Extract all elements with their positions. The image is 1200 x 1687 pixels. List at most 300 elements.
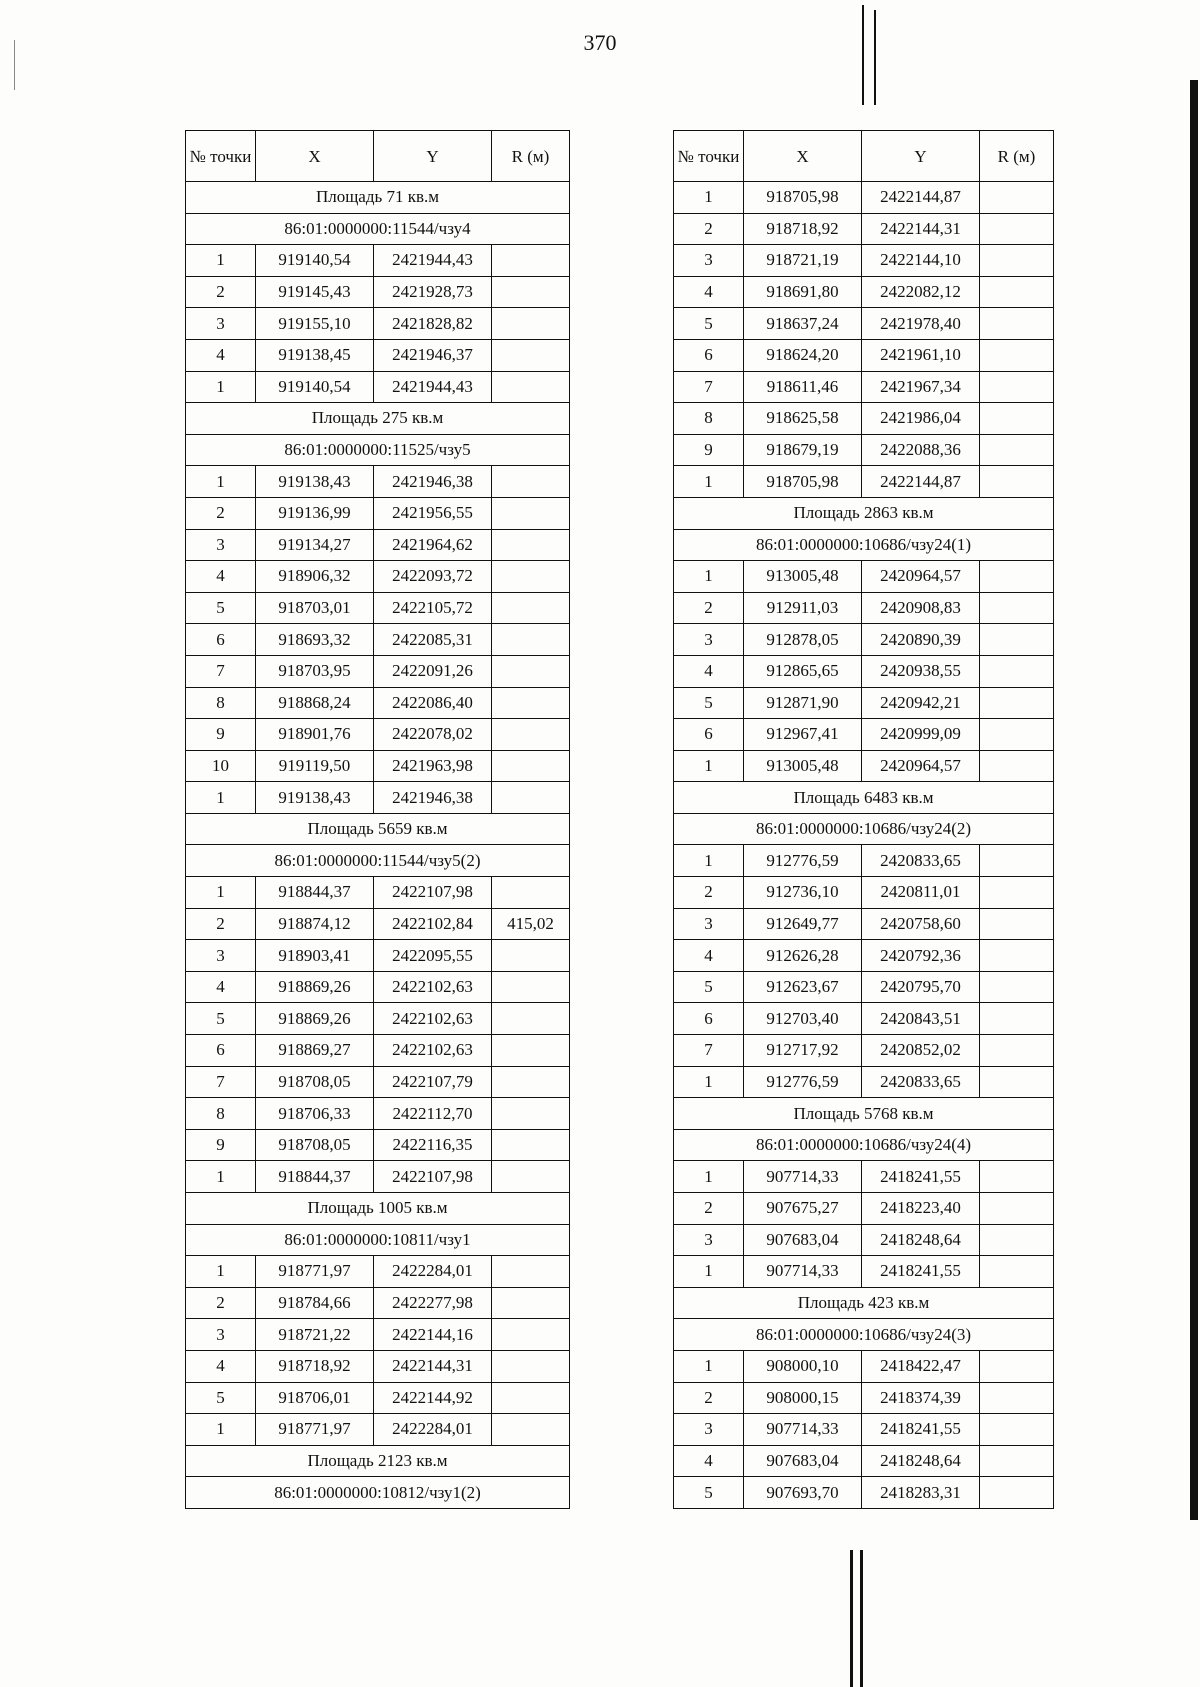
cell-x: 918693,32	[256, 624, 374, 656]
cell-y: 2418283,31	[862, 1477, 980, 1509]
cell-x: 912649,77	[744, 908, 862, 940]
cell-radius	[980, 371, 1054, 403]
cell-point-number: 6	[186, 624, 256, 656]
table-row	[674, 434, 1054, 466]
table-row	[674, 308, 1054, 340]
section-label: Площадь 275 кв.м	[186, 403, 570, 435]
cell-radius	[492, 655, 570, 687]
cell-radius	[980, 308, 1054, 340]
table-row	[674, 403, 1054, 435]
cell-radius	[492, 1035, 570, 1067]
cell-radius	[492, 877, 570, 909]
cell-x: 912776,59	[744, 1066, 862, 1098]
header-radius: R (м)	[980, 131, 1054, 182]
cell-y: 2420908,83	[862, 592, 980, 624]
section-row	[186, 845, 570, 877]
cell-point-number: 4	[674, 276, 744, 308]
section-label: 86:01:0000000:11525/чзу5	[186, 434, 570, 466]
cell-y: 2422107,98	[374, 1161, 492, 1193]
cell-point-number: 2	[186, 276, 256, 308]
cell-y: 2420852,02	[862, 1035, 980, 1067]
table-row	[186, 1382, 570, 1414]
section-row	[674, 813, 1054, 845]
cell-x: 919138,45	[256, 339, 374, 371]
cell-x: 918869,27	[256, 1035, 374, 1067]
cell-x: 918706,01	[256, 1382, 374, 1414]
cell-point-number: 4	[186, 1350, 256, 1382]
section-label: Площадь 71 кв.м	[186, 182, 570, 214]
table-row	[674, 1161, 1054, 1193]
cell-y: 2422093,72	[374, 561, 492, 593]
table-row	[674, 845, 1054, 877]
cell-point-number: 9	[674, 434, 744, 466]
section-row	[674, 1287, 1054, 1319]
cell-point-number: 4	[186, 971, 256, 1003]
cell-radius	[980, 719, 1054, 751]
cell-radius	[492, 592, 570, 624]
cell-x: 919140,54	[256, 371, 374, 403]
table-row	[186, 687, 570, 719]
header-point-number: № точки	[674, 131, 744, 182]
cell-point-number: 6	[674, 1003, 744, 1035]
table-row	[674, 245, 1054, 277]
scan-edge-line	[14, 40, 15, 90]
table-row	[186, 1414, 570, 1446]
cell-point-number: 4	[674, 940, 744, 972]
table-row	[674, 1477, 1054, 1509]
section-label: 86:01:0000000:10812/чзу1(2)	[186, 1477, 570, 1509]
coordinates-table-left	[185, 130, 570, 1509]
table-row	[186, 371, 570, 403]
cell-radius	[980, 1035, 1054, 1067]
table-row	[186, 655, 570, 687]
cell-radius	[492, 1256, 570, 1288]
cell-y: 2422085,31	[374, 624, 492, 656]
table-row	[186, 782, 570, 814]
cell-x: 918868,24	[256, 687, 374, 719]
cell-radius	[980, 877, 1054, 909]
cell-radius	[980, 1477, 1054, 1509]
cell-radius	[492, 1161, 570, 1193]
cell-radius	[980, 1193, 1054, 1225]
cell-x: 912776,59	[744, 845, 862, 877]
table-row	[186, 308, 570, 340]
cell-x: 918771,97	[256, 1414, 374, 1446]
cell-x: 918637,24	[744, 308, 862, 340]
section-row	[186, 1445, 570, 1477]
section-label: Площадь 5768 кв.м	[674, 1098, 1054, 1130]
table-row	[674, 624, 1054, 656]
table-row	[186, 1350, 570, 1382]
section-label: Площадь 423 кв.м	[674, 1287, 1054, 1319]
table-row	[674, 940, 1054, 972]
cell-point-number: 5	[674, 687, 744, 719]
cell-y: 2422102,63	[374, 971, 492, 1003]
table-row	[186, 245, 570, 277]
table-header-row	[186, 131, 570, 182]
cell-x: 918903,41	[256, 940, 374, 972]
section-row	[186, 1477, 570, 1509]
section-label: 86:01:0000000:11544/чзу4	[186, 213, 570, 245]
cell-point-number: 2	[186, 497, 256, 529]
table-row	[186, 940, 570, 972]
cell-y: 2422277,98	[374, 1287, 492, 1319]
table-row	[186, 1287, 570, 1319]
cell-x: 908000,15	[744, 1382, 862, 1414]
cell-x: 919155,10	[256, 308, 374, 340]
cell-y: 2421963,98	[374, 750, 492, 782]
cell-point-number: 9	[186, 1129, 256, 1161]
cell-point-number: 2	[674, 877, 744, 909]
table-row	[674, 750, 1054, 782]
table-row	[674, 877, 1054, 909]
cell-radius	[980, 466, 1054, 498]
cell-point-number: 3	[674, 624, 744, 656]
cell-point-number: 1	[674, 1066, 744, 1098]
cell-y: 2420999,09	[862, 719, 980, 751]
cell-y: 2422091,26	[374, 655, 492, 687]
section-label: 86:01:0000000:10686/чзу24(3)	[674, 1319, 1054, 1351]
cell-y: 2422284,01	[374, 1256, 492, 1288]
cell-y: 2422284,01	[374, 1414, 492, 1446]
cell-radius	[492, 940, 570, 972]
cell-x: 918705,98	[744, 466, 862, 498]
table-row	[674, 719, 1054, 751]
cell-x: 918718,92	[744, 213, 862, 245]
cell-radius	[980, 624, 1054, 656]
cell-radius	[492, 497, 570, 529]
section-row	[186, 1224, 570, 1256]
cell-point-number: 7	[186, 655, 256, 687]
section-row	[186, 1193, 570, 1225]
cell-radius	[980, 1382, 1054, 1414]
cell-point-number: 3	[186, 940, 256, 972]
cell-point-number: 6	[674, 339, 744, 371]
cell-y: 2421967,34	[862, 371, 980, 403]
cell-radius	[980, 1256, 1054, 1288]
cell-y: 2422107,98	[374, 877, 492, 909]
header-y: Y	[374, 131, 492, 182]
table-row	[674, 213, 1054, 245]
table-row	[674, 561, 1054, 593]
header-radius: R (м)	[492, 131, 570, 182]
section-row	[674, 1129, 1054, 1161]
section-row	[674, 529, 1054, 561]
cell-x: 918771,97	[256, 1256, 374, 1288]
table-row	[186, 877, 570, 909]
table-row	[186, 1066, 570, 1098]
cell-y: 2422144,31	[862, 213, 980, 245]
table-row	[186, 276, 570, 308]
cell-y: 2422105,72	[374, 592, 492, 624]
cell-radius	[492, 245, 570, 277]
table-row	[186, 1319, 570, 1351]
cell-x: 907675,27	[744, 1193, 862, 1225]
cell-y: 2420942,21	[862, 687, 980, 719]
section-label: Площадь 6483 кв.м	[674, 782, 1054, 814]
cell-x: 918708,05	[256, 1066, 374, 1098]
cell-y: 2421828,82	[374, 308, 492, 340]
cell-point-number: 1	[186, 1256, 256, 1288]
section-row	[186, 403, 570, 435]
section-label: 86:01:0000000:11544/чзу5(2)	[186, 845, 570, 877]
cell-radius	[980, 403, 1054, 435]
table-row	[186, 497, 570, 529]
cell-y: 2421961,10	[862, 339, 980, 371]
cell-x: 912871,90	[744, 687, 862, 719]
cell-x: 918624,20	[744, 339, 862, 371]
cell-radius	[492, 750, 570, 782]
cell-y: 2421944,43	[374, 371, 492, 403]
table-header-row	[674, 131, 1054, 182]
cell-radius	[492, 529, 570, 561]
cell-radius: 415,02	[492, 908, 570, 940]
cell-radius	[492, 1350, 570, 1382]
cell-point-number: 6	[674, 719, 744, 751]
section-label: Площадь 2123 кв.м	[186, 1445, 570, 1477]
cell-point-number: 1	[186, 371, 256, 403]
cell-x: 913005,48	[744, 561, 862, 593]
cell-y: 2422102,63	[374, 1035, 492, 1067]
cell-radius	[980, 908, 1054, 940]
section-label: 86:01:0000000:10686/чзу24(4)	[674, 1129, 1054, 1161]
scan-edge-line	[1190, 80, 1198, 1520]
cell-radius	[492, 1129, 570, 1161]
cell-radius	[980, 245, 1054, 277]
cell-point-number: 5	[186, 1382, 256, 1414]
cell-x: 912911,03	[744, 592, 862, 624]
section-row	[186, 434, 570, 466]
section-row	[674, 497, 1054, 529]
header-y: Y	[862, 131, 980, 182]
section-row	[186, 182, 570, 214]
section-label: Площадь 1005 кв.м	[186, 1193, 570, 1225]
cell-x: 918844,37	[256, 877, 374, 909]
cell-radius	[492, 624, 570, 656]
cell-point-number: 8	[186, 1098, 256, 1130]
cell-point-number: 1	[674, 750, 744, 782]
cell-radius	[980, 845, 1054, 877]
cell-radius	[492, 339, 570, 371]
cell-x: 918874,12	[256, 908, 374, 940]
cell-x: 918901,76	[256, 719, 374, 751]
cell-x: 919119,50	[256, 750, 374, 782]
cell-point-number: 1	[186, 1161, 256, 1193]
cell-point-number: 7	[186, 1066, 256, 1098]
cell-y: 2420833,65	[862, 1066, 980, 1098]
cell-x: 907683,04	[744, 1445, 862, 1477]
cell-x: 918844,37	[256, 1161, 374, 1193]
table-row	[674, 182, 1054, 214]
table-row	[674, 971, 1054, 1003]
table-row	[186, 750, 570, 782]
table-row	[186, 466, 570, 498]
cell-radius	[492, 782, 570, 814]
cell-y: 2418248,64	[862, 1445, 980, 1477]
cell-y: 2421944,43	[374, 245, 492, 277]
cell-point-number: 5	[186, 1003, 256, 1035]
cell-radius	[492, 276, 570, 308]
table-row	[674, 908, 1054, 940]
cell-point-number: 3	[674, 908, 744, 940]
cell-point-number: 2	[674, 1193, 744, 1225]
section-row	[186, 813, 570, 845]
cell-radius	[980, 434, 1054, 466]
cell-x: 912626,28	[744, 940, 862, 972]
table-row	[674, 1003, 1054, 1035]
cell-point-number: 1	[186, 1414, 256, 1446]
table-row	[674, 466, 1054, 498]
table-row	[186, 1003, 570, 1035]
cell-x: 918703,95	[256, 655, 374, 687]
coordinates-table-right	[673, 130, 1054, 1509]
cell-point-number: 5	[674, 308, 744, 340]
cell-radius	[980, 561, 1054, 593]
cell-y: 2418241,55	[862, 1414, 980, 1446]
cell-y: 2422078,02	[374, 719, 492, 751]
cell-point-number: 3	[674, 245, 744, 277]
cell-x: 912878,05	[744, 624, 862, 656]
cell-x: 919140,54	[256, 245, 374, 277]
cell-y: 2421986,04	[862, 403, 980, 435]
table-row	[674, 655, 1054, 687]
cell-x: 918721,22	[256, 1319, 374, 1351]
cell-x: 907714,33	[744, 1414, 862, 1446]
cell-x: 919145,43	[256, 276, 374, 308]
table-row	[674, 1445, 1054, 1477]
cell-x: 913005,48	[744, 750, 862, 782]
cell-point-number: 1	[674, 845, 744, 877]
table-row	[186, 1035, 570, 1067]
cell-x: 918869,26	[256, 971, 374, 1003]
table-row	[674, 1350, 1054, 1382]
cell-y: 2422116,35	[374, 1129, 492, 1161]
cell-y: 2422144,87	[862, 466, 980, 498]
cell-radius	[492, 971, 570, 1003]
cell-point-number: 1	[186, 877, 256, 909]
table-row	[674, 276, 1054, 308]
cell-x: 918705,98	[744, 182, 862, 214]
cell-point-number: 6	[186, 1035, 256, 1067]
cell-radius	[980, 1445, 1054, 1477]
cell-x: 919138,43	[256, 782, 374, 814]
cell-radius	[980, 1350, 1054, 1382]
cell-y: 2420792,36	[862, 940, 980, 972]
cell-point-number: 9	[186, 719, 256, 751]
cell-point-number: 2	[186, 908, 256, 940]
cell-x: 918708,05	[256, 1129, 374, 1161]
table-row	[674, 592, 1054, 624]
cell-radius	[980, 750, 1054, 782]
cell-y: 2418374,39	[862, 1382, 980, 1414]
table-row	[186, 908, 570, 940]
cell-radius	[492, 1098, 570, 1130]
cell-radius	[980, 940, 1054, 972]
cell-point-number: 1	[186, 466, 256, 498]
cell-y: 2418248,64	[862, 1224, 980, 1256]
cell-point-number: 5	[674, 971, 744, 1003]
table-row	[674, 1414, 1054, 1446]
cell-radius	[492, 1414, 570, 1446]
cell-point-number: 4	[674, 1445, 744, 1477]
cell-y: 2421946,38	[374, 466, 492, 498]
cell-y: 2420811,01	[862, 877, 980, 909]
cell-x: 912703,40	[744, 1003, 862, 1035]
cell-radius	[492, 371, 570, 403]
cell-radius	[492, 1066, 570, 1098]
cell-radius	[492, 1287, 570, 1319]
scan-edge-line	[862, 5, 864, 105]
cell-y: 2420833,65	[862, 845, 980, 877]
cell-point-number: 2	[674, 1382, 744, 1414]
cell-y: 2422102,63	[374, 1003, 492, 1035]
cell-y: 2420758,60	[862, 908, 980, 940]
cell-x: 912623,67	[744, 971, 862, 1003]
cell-radius	[980, 1224, 1054, 1256]
cell-x: 907714,33	[744, 1256, 862, 1288]
cell-x: 918703,01	[256, 592, 374, 624]
cell-y: 2422088,36	[862, 434, 980, 466]
table-row	[186, 529, 570, 561]
table-row	[674, 1035, 1054, 1067]
cell-point-number: 8	[186, 687, 256, 719]
cell-point-number: 8	[674, 403, 744, 435]
cell-x: 918906,32	[256, 561, 374, 593]
cell-radius	[492, 1382, 570, 1414]
table-row	[186, 1129, 570, 1161]
cell-x: 912967,41	[744, 719, 862, 751]
table-row	[674, 1256, 1054, 1288]
cell-point-number: 7	[674, 1035, 744, 1067]
cell-x: 918718,92	[256, 1350, 374, 1382]
cell-x: 918611,46	[744, 371, 862, 403]
header-x: X	[744, 131, 862, 182]
cell-x: 918625,58	[744, 403, 862, 435]
cell-y: 2421978,40	[862, 308, 980, 340]
cell-y: 2420938,55	[862, 655, 980, 687]
cell-point-number: 1	[674, 1161, 744, 1193]
cell-y: 2420843,51	[862, 1003, 980, 1035]
cell-point-number: 1	[674, 1256, 744, 1288]
cell-radius	[980, 276, 1054, 308]
cell-x: 919134,27	[256, 529, 374, 561]
cell-y: 2422144,92	[374, 1382, 492, 1414]
cell-point-number: 1	[186, 782, 256, 814]
cell-x: 918721,19	[744, 245, 862, 277]
table-row	[674, 687, 1054, 719]
cell-y: 2422095,55	[374, 940, 492, 972]
cell-radius	[980, 1414, 1054, 1446]
cell-radius	[492, 561, 570, 593]
table-row	[186, 719, 570, 751]
cell-x: 918679,19	[744, 434, 862, 466]
cell-point-number: 2	[674, 592, 744, 624]
scan-edge-line	[860, 1550, 863, 1687]
cell-x: 918691,80	[744, 276, 862, 308]
cell-y: 2418422,47	[862, 1350, 980, 1382]
section-label: Площадь 5659 кв.м	[186, 813, 570, 845]
cell-point-number: 5	[674, 1477, 744, 1509]
cell-point-number: 10	[186, 750, 256, 782]
cell-y: 2422144,16	[374, 1319, 492, 1351]
scan-edge-line	[874, 10, 876, 105]
section-label: 86:01:0000000:10686/чзу24(2)	[674, 813, 1054, 845]
cell-x: 907714,33	[744, 1161, 862, 1193]
cell-y: 2421946,37	[374, 339, 492, 371]
cell-radius	[980, 687, 1054, 719]
cell-radius	[492, 687, 570, 719]
cell-y: 2420964,57	[862, 561, 980, 593]
